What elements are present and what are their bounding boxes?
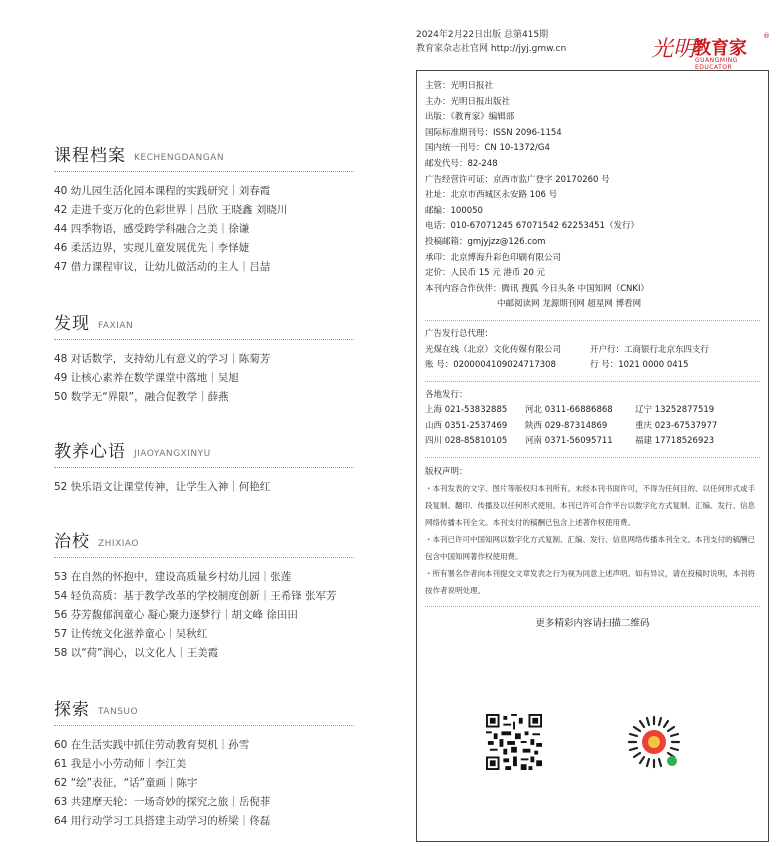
toc-item[interactable]: 53 在自然的怀抱中，建设高质量乡村幼儿园｜张莲 bbox=[54, 571, 292, 583]
section-tansuo bbox=[54, 692, 354, 831]
branch-item: 河南 0371-56095711 bbox=[525, 436, 613, 447]
toc-item[interactable]: 52 快乐语文让课堂传神，让学生入神｜何艳红 bbox=[54, 481, 271, 493]
divider bbox=[425, 457, 760, 458]
toc-item[interactable]: 63 共建摩天轮：一场奇妙的探究之旅｜岳倪菲 bbox=[54, 796, 271, 808]
info-line: 定价：人民币 15 元 港币 20 元 bbox=[425, 268, 546, 279]
divider bbox=[425, 320, 760, 321]
info-line: 邮编：100050 bbox=[425, 205, 483, 216]
toc-item[interactable]: 46 柔活边界，实现儿童发展优先｜李怿婕 bbox=[54, 242, 250, 254]
info-line: 主管：光明日报社 bbox=[425, 81, 494, 91]
section-pinyin: KECHENGDANGAN bbox=[134, 153, 225, 163]
issue-header bbox=[416, 28, 771, 71]
info-line: 社址：北京市西城区永安路 106 号 bbox=[425, 190, 558, 201]
section-pinyin: JIAOYANGXINYU bbox=[134, 449, 211, 459]
qr-title: 更多精彩内容请扫描二维码 bbox=[535, 618, 650, 630]
branch-item: 辽宁 13252877519 bbox=[635, 405, 715, 416]
section-pinyin: TANSUO bbox=[98, 707, 139, 717]
section-header bbox=[54, 692, 354, 726]
branch-item: 上海 021-53832885 bbox=[425, 405, 508, 416]
branch-item: 河北 0311-66886868 bbox=[525, 405, 613, 416]
toc-item[interactable]: 47 借力课程审议，让幼儿做活动的主人｜吕喆 bbox=[54, 261, 271, 273]
section-faxian bbox=[54, 306, 354, 407]
email-line[interactable]: 投稿邮箱：gmjyjzz@126.com bbox=[425, 236, 546, 247]
logo-calligraphy: 光明 bbox=[651, 37, 696, 62]
branch-item: 福建 17718526923 bbox=[635, 436, 715, 447]
toc-item[interactable]: 57 让传统文化滋养童心｜吴秋红 bbox=[54, 628, 208, 640]
copyright-paragraph: ・所有署名作者向本刊提交文章发表之行为视为同意上述声明。如有异议，请在投稿时说明，本刊将按作者说明处理。 bbox=[425, 569, 755, 596]
website-line[interactable]: 教育家杂志社官网 http://jyj.gmw.cn bbox=[416, 44, 567, 54]
registered-mark: ® bbox=[763, 32, 770, 40]
toc-item[interactable]: 50 数学无“界限”，融合促教学｜薛燕 bbox=[54, 391, 229, 403]
divider bbox=[425, 381, 760, 382]
branch-title: 各地发行： bbox=[425, 389, 468, 400]
branch-item: 重庆 023-67537977 bbox=[635, 420, 718, 431]
issue-date: 2024年2月22日出版 总第415期 bbox=[416, 30, 549, 40]
info-line: 主办：光明日报出版社 bbox=[425, 96, 511, 107]
branch-item: 陕西 029-87314869 bbox=[525, 420, 608, 431]
toc-item[interactable]: 58 以“荷”润心，以文化人｜王美霞 bbox=[54, 647, 219, 659]
branch-distribution bbox=[425, 388, 760, 450]
section-title: 教养心语 bbox=[54, 442, 126, 462]
section-header bbox=[54, 524, 354, 558]
toc-item[interactable]: 62 “绘”表征，“话”童画｜陈宇 bbox=[54, 777, 198, 789]
ad-bank: 开户行：工商银行北京东四支行 bbox=[590, 344, 710, 355]
logo-english: GUANGMING EDUCATOR bbox=[695, 57, 738, 71]
magazine-logo bbox=[651, 30, 771, 70]
info-line: 国内统一刊号：CN 10-1372/G4 bbox=[425, 143, 550, 154]
section-title: 探索 bbox=[54, 700, 90, 720]
section-header bbox=[54, 306, 354, 340]
copyright-paragraph: ・本刊已许可中国知网以数字化方式复制、汇编、发行、信息网络传播本刊全文。本刊支付的稿酬已包含中国知网著作权使用费。 bbox=[425, 535, 755, 562]
mini-program-code-icon[interactable] bbox=[626, 714, 682, 770]
divider bbox=[425, 606, 760, 607]
info-line: 本刊内容合作伙伴：腾讯 搜狐 今日头条 中国知网（CNKI） bbox=[425, 283, 649, 294]
branch-item: 四川 028-85810105 bbox=[425, 436, 508, 447]
section-title: 治校 bbox=[54, 532, 90, 552]
ad-title: 广告发行总代理： bbox=[425, 328, 494, 339]
toc-item[interactable]: 60 在生活实践中抓住劳动教育契机｜孙雪 bbox=[54, 739, 250, 751]
info-line: 承印：北京博海升彩色印刷有限公司 bbox=[425, 252, 562, 263]
info-line: 国际标准期刊号：ISSN 2096-1154 bbox=[425, 127, 562, 138]
info-line: 邮发代号：82-248 bbox=[425, 158, 498, 169]
ad-company: 光煤在线（北京）文化传媒有限公司 bbox=[425, 344, 562, 355]
toc-item[interactable]: 40 幼儿园生活化园本课程的实践研究｜刘春霞 bbox=[54, 185, 271, 197]
branch-item: 山西 0351-2537469 bbox=[425, 420, 508, 431]
toc-item[interactable]: 48 对话数学，支持幼儿有意义的学习｜陈菊芳 bbox=[54, 353, 271, 365]
copyright-paragraph: ・本刊发表的文字、图片等版权归本刊所有。未经本刊书面许可，不得为任何目的、以任何形式或手段复制、翻印、传播及以任何形式使用。本刊已许可合作平台以数字化方式复制、汇编、发行、信息网络传播本刊全文。本刊支付的稿酬已包含上述著作权使用费。 bbox=[425, 484, 755, 528]
toc-item[interactable]: 56 芬芳馥郁润童心 凝心聚力逐梦行｜胡文峰 徐田田 bbox=[54, 609, 298, 621]
info-line: 广告经营许可证：京西市监广登字 20170260 号 bbox=[425, 174, 610, 185]
info-line: 中邮阅读网 龙源期刊网 超星网 博看网 bbox=[497, 299, 642, 310]
logo-name: 教育家 bbox=[693, 38, 747, 59]
qr-code-icon[interactable] bbox=[486, 714, 542, 770]
section-kechengdangan bbox=[54, 138, 354, 277]
section-jiaoyangxinyu bbox=[54, 434, 354, 497]
section-header bbox=[54, 434, 354, 468]
qr-codes bbox=[486, 714, 706, 770]
section-title: 课程档案 bbox=[54, 146, 126, 166]
ad-agent bbox=[425, 327, 760, 374]
section-zhixiao bbox=[54, 524, 354, 663]
toc-item[interactable]: 49 让核心素养在数学课堂中落地｜吴旭 bbox=[54, 372, 239, 384]
publication-info bbox=[425, 79, 760, 313]
ad-bank-no: 行 号：1021 0000 0415 bbox=[590, 360, 689, 371]
section-title: 发现 bbox=[54, 314, 90, 334]
section-pinyin: FAXIAN bbox=[98, 321, 134, 331]
toc-item[interactable]: 42 走进千变万化的色彩世界｜吕欣 王晓鑫 刘晓川 bbox=[54, 204, 288, 216]
copyright-notice bbox=[425, 464, 760, 599]
toc-item[interactable]: 61 我是小小劳动师｜李江美 bbox=[54, 758, 187, 770]
section-pinyin: ZHIXIAO bbox=[98, 539, 139, 549]
toc-item[interactable]: 64 用行动学习工具搭建主动学习的桥梁｜佟磊 bbox=[54, 815, 271, 827]
info-line: 电话：010-67071245 67071542 62253451（发行） bbox=[425, 221, 639, 232]
ad-account: 账 号：0200004109024717308 bbox=[425, 360, 556, 371]
info-line: 出版：《教育家》编辑部 bbox=[425, 112, 515, 123]
toc-item[interactable]: 54 轻负高质：基于教学改革的学校制度创新｜王希锋 张军芳 bbox=[54, 590, 337, 602]
copyright-title: 版权声明： bbox=[425, 467, 468, 478]
section-header bbox=[54, 138, 354, 172]
toc-item[interactable]: 44 四季物语，感受跨学科融合之美｜徐谦 bbox=[54, 223, 250, 235]
